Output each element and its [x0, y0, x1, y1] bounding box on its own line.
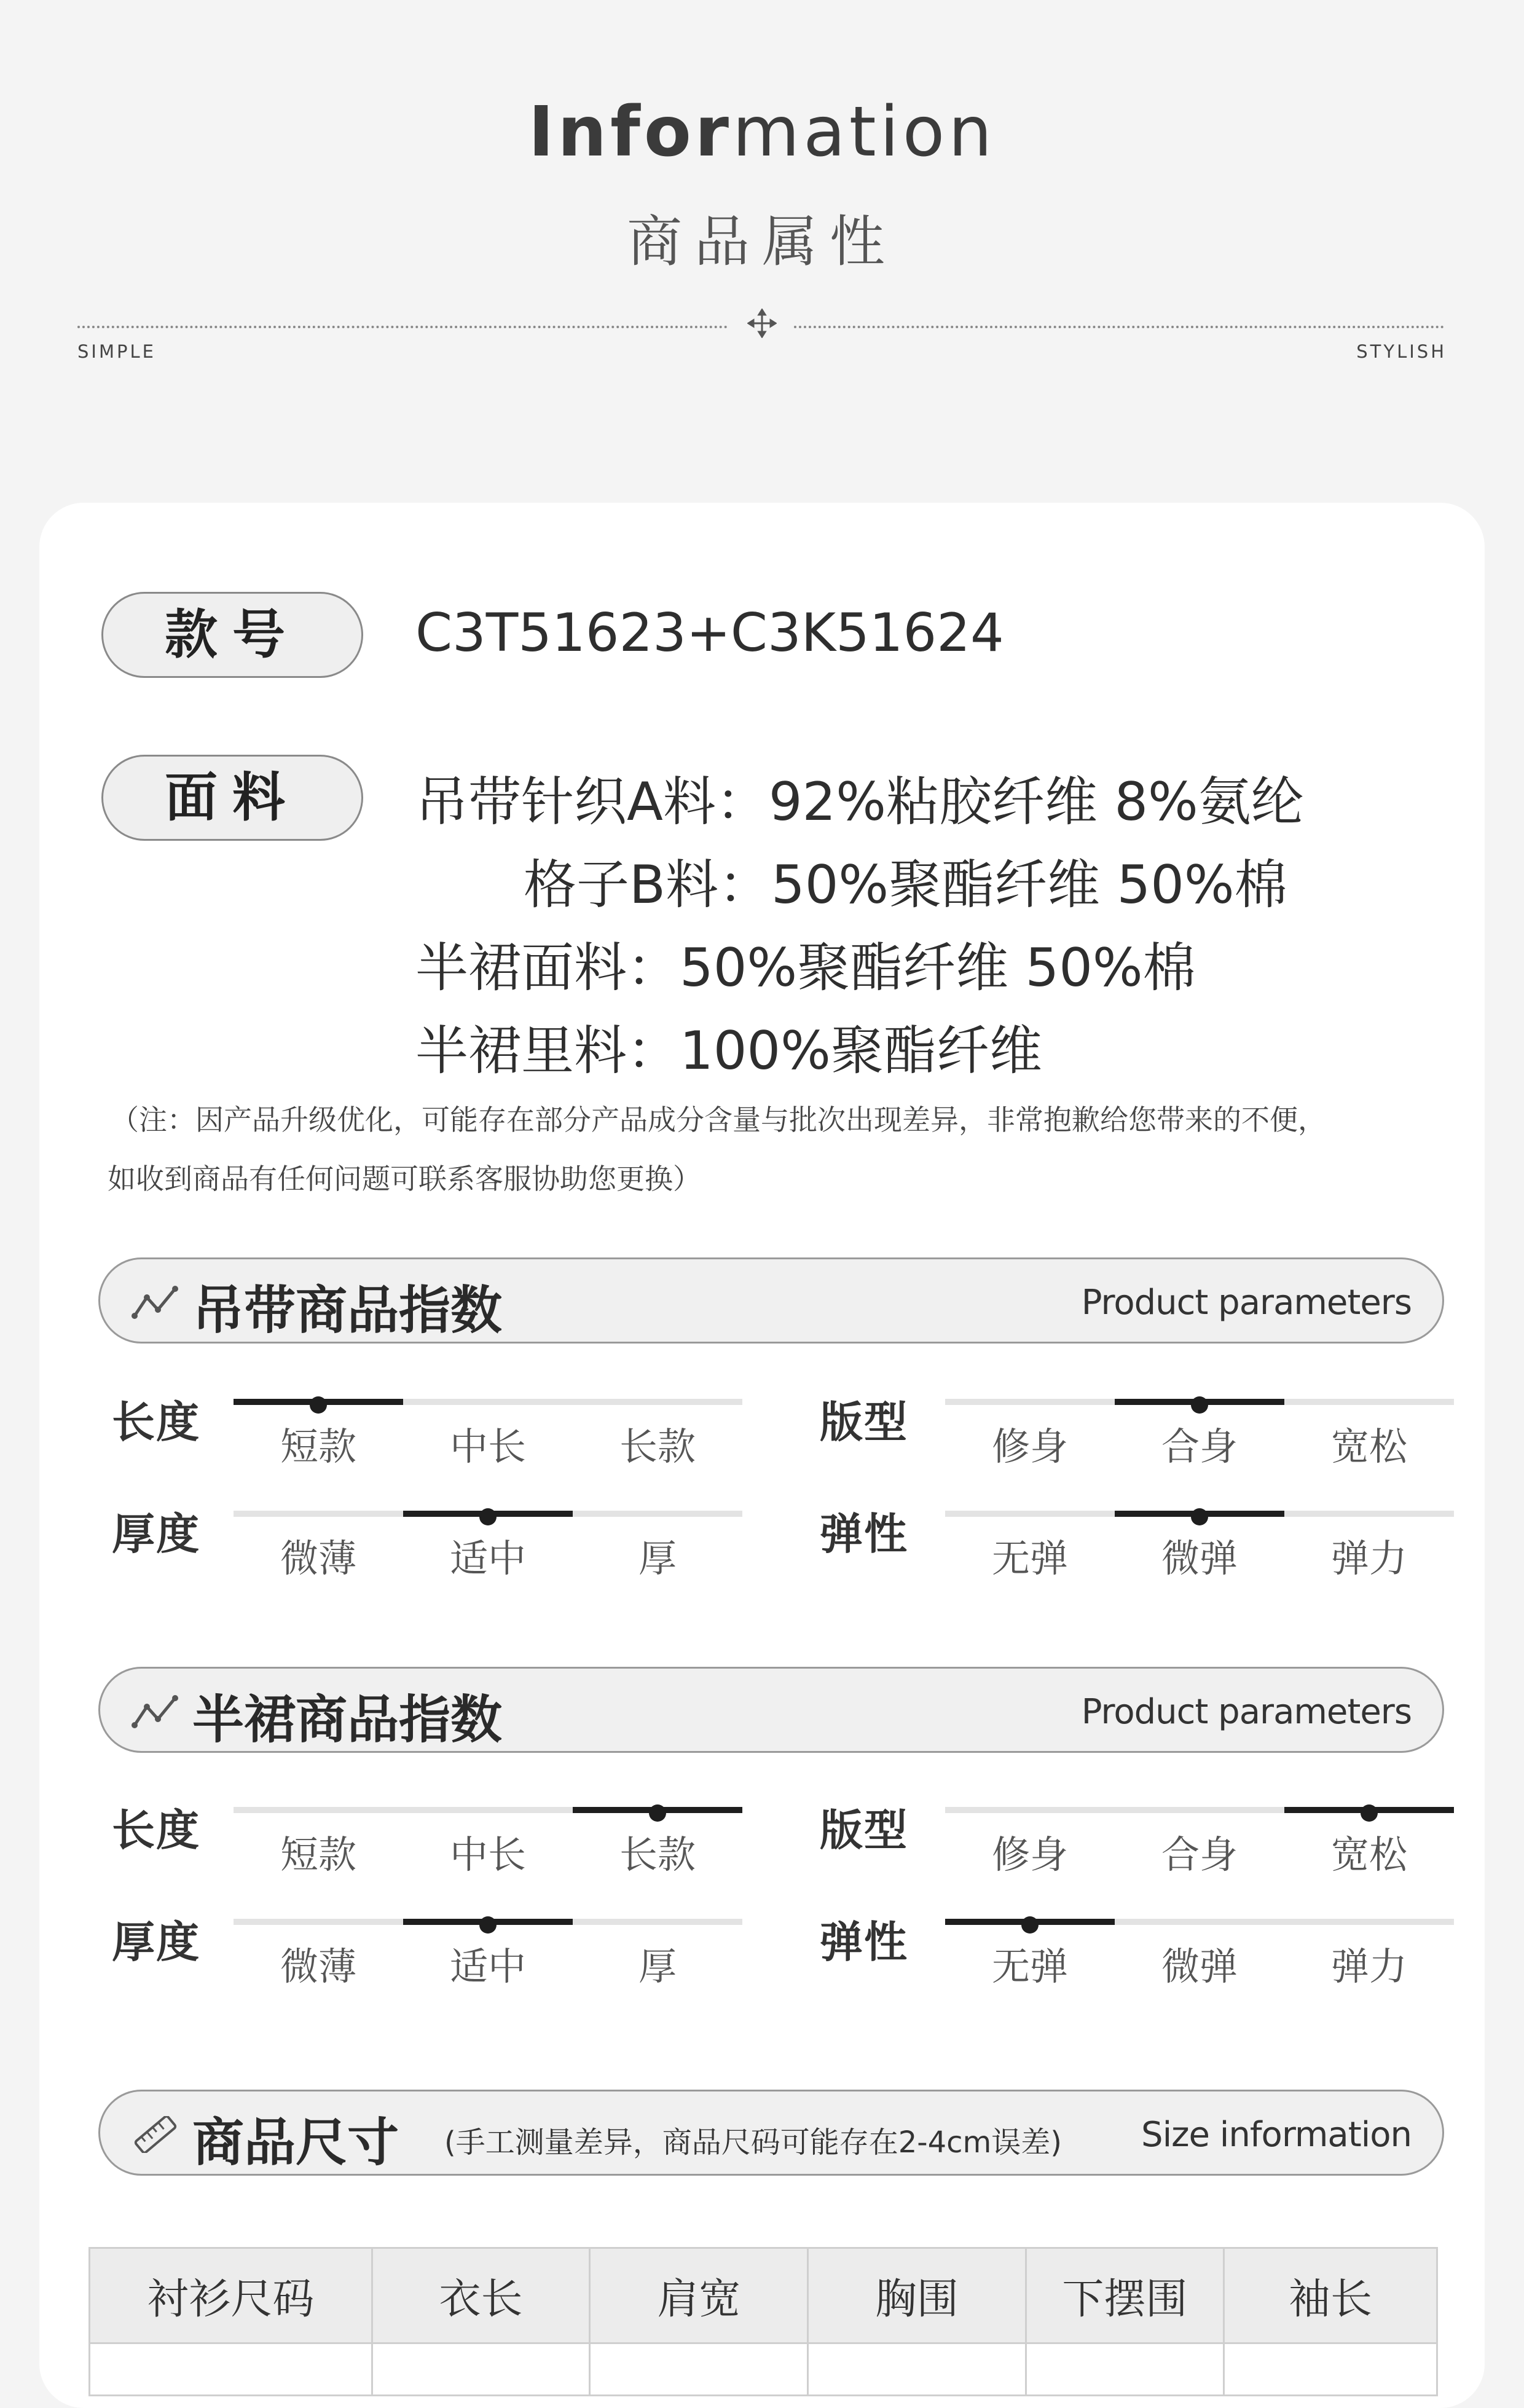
indicator-dot	[1021, 1916, 1039, 1934]
page-subtitle: 商品属性	[627, 210, 897, 274]
section-title: 商品尺寸	[192, 2112, 399, 2173]
section-banner-size	[98, 2090, 1444, 2176]
page-title-strong: Infor	[528, 92, 733, 172]
indicator-option: 微薄	[280, 1944, 356, 1989]
size-note: (手工测量差异，商品尺码可能存在2-4cm误差)	[444, 2125, 1062, 2160]
indicator-option: 修身	[991, 1832, 1068, 1877]
indicator-option: 中长	[449, 1832, 526, 1877]
indicator-dot	[1191, 1396, 1208, 1414]
fabric-line: 吊带针织A料：92%粘胶纤维 8%氨纶	[415, 771, 1304, 833]
indicator-label: 弹性	[820, 1509, 908, 1559]
four-arrows-icon	[747, 309, 777, 338]
size-table	[88, 2247, 1438, 2396]
indicator-option: 无弹	[991, 1536, 1068, 1581]
indicator-dot	[479, 1508, 497, 1525]
indicator-dot	[1361, 1804, 1378, 1822]
fabric-line: 半裙里料：100%聚酯纤维	[415, 1020, 1042, 1082]
fabric-note: 如收到商品有任何问题可联系客服协助您更换）	[108, 1162, 701, 1195]
fabric-line: 格子B料：50%聚酯纤维 50%棉	[524, 854, 1287, 916]
dotted-divider-left	[77, 326, 728, 328]
indicator-option: 弹力	[1330, 1944, 1407, 1989]
table-header-cell: 衣长	[372, 2248, 590, 2343]
section-subtitle: Product parameters	[1081, 1283, 1412, 1323]
indicator-label: 版型	[820, 1805, 908, 1855]
style-number-pill: 款号	[101, 592, 363, 678]
table-header-cell: 下摆围	[1026, 2248, 1224, 2343]
indicator-option: 合身	[1161, 1424, 1238, 1469]
table-header-cell: 肩宽	[590, 2248, 808, 2343]
indicator-option: 适中	[449, 1536, 526, 1581]
fabric-line: 半裙面料：50%聚酯纤维 50%棉	[415, 937, 1196, 999]
indicator-option: 宽松	[1330, 1832, 1407, 1877]
indicator-label: 长度	[112, 1805, 200, 1855]
page-title-thin: mation	[733, 92, 996, 172]
page-title	[0, 92, 1524, 172]
indicator-option: 短款	[280, 1832, 356, 1877]
trend-line-icon	[131, 1284, 180, 1321]
indicator-option: 合身	[1161, 1832, 1238, 1877]
section-banner-top	[98, 1257, 1444, 1344]
table-header-cell: 衬衫尺码	[90, 2248, 372, 2343]
indicator-option: 长款	[619, 1424, 696, 1469]
fabric-note: （注：因产品升级优化，可能存在部分产品成分含量与批次出现差异，非常抱歉给您带来的不便，	[111, 1103, 1326, 1136]
indicator-option: 微弹	[1161, 1944, 1238, 1989]
indicator-option: 修身	[991, 1424, 1068, 1469]
table-header-cell: 袖长	[1224, 2248, 1437, 2343]
section-title: 半裙商品指数	[192, 1690, 503, 1750]
indicator-label: 厚度	[112, 1509, 200, 1559]
section-title: 吊带商品指数	[192, 1280, 503, 1340]
indicator-dot	[649, 1804, 666, 1822]
indicator-dot	[479, 1916, 497, 1934]
indicator-option: 微弹	[1161, 1536, 1238, 1581]
section-banner-skirt	[98, 1667, 1444, 1753]
indicator-option: 微薄	[280, 1536, 356, 1581]
indicator-label: 版型	[820, 1397, 908, 1447]
indicator-option: 中长	[449, 1424, 526, 1469]
indicator-label: 长度	[112, 1397, 200, 1447]
dotted-divider-right	[794, 326, 1444, 328]
simple-label: SIMPLE	[77, 341, 156, 362]
indicator-option: 厚	[638, 1536, 677, 1581]
stylish-label: STYLISH	[1356, 341, 1447, 362]
indicator-label: 厚度	[112, 1917, 200, 1967]
trend-line-icon	[131, 1693, 180, 1730]
section-subtitle: Size information	[1141, 2115, 1412, 2155]
indicator-dot	[310, 1396, 327, 1414]
indicator-option: 厚	[638, 1944, 677, 1989]
table-header-row	[90, 2248, 1437, 2343]
indicator-option: 长款	[619, 1832, 696, 1877]
fabric-pill: 面料	[101, 755, 363, 841]
ruler-icon	[131, 2116, 180, 2153]
indicator-option: 无弹	[991, 1944, 1068, 1989]
style-number-value: C3T51623+C3K51624	[415, 602, 1004, 664]
indicator-dot	[1191, 1508, 1208, 1525]
indicator-option: 短款	[280, 1424, 356, 1469]
indicator-option: 宽松	[1330, 1424, 1407, 1469]
table-header-cell: 胸围	[808, 2248, 1026, 2343]
section-subtitle: Product parameters	[1081, 1692, 1412, 1732]
indicator-label: 弹性	[820, 1917, 908, 1967]
indicator-option: 适中	[449, 1944, 526, 1989]
indicator-option: 弹力	[1330, 1536, 1407, 1581]
table-row	[90, 2343, 1437, 2396]
